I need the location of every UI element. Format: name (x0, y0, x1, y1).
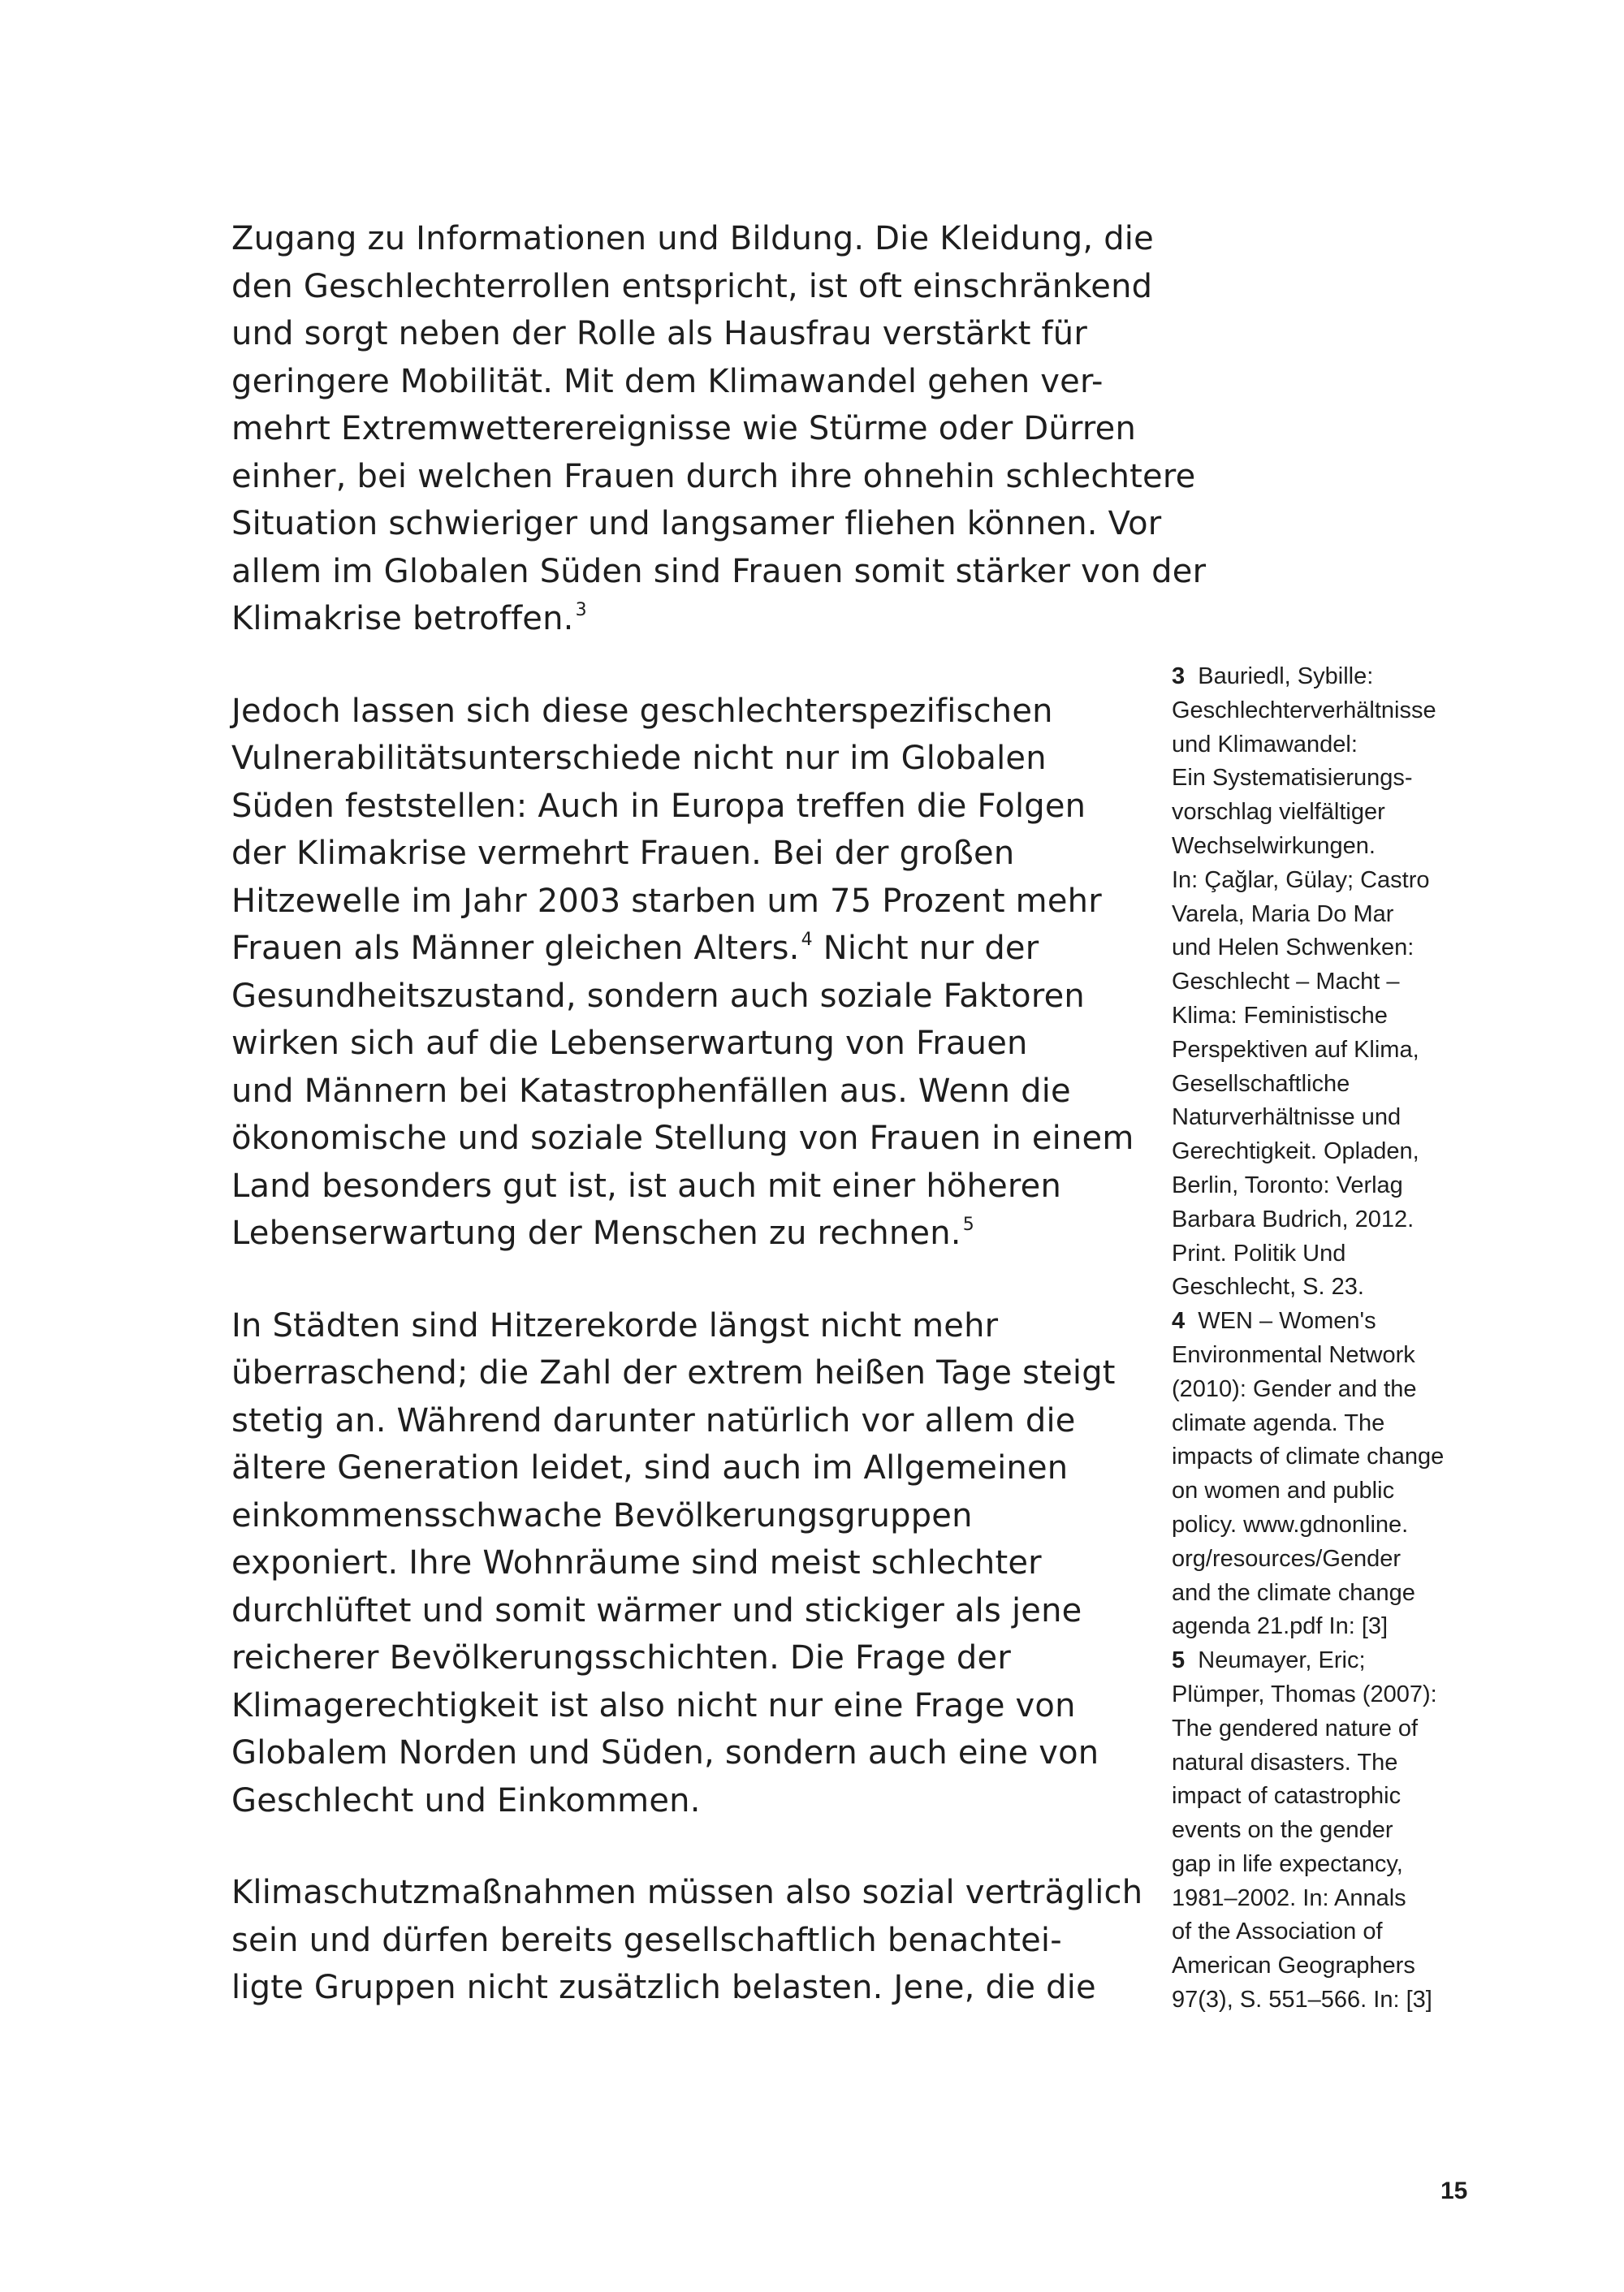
text-line: exponiert. Ihre Wohnräume sind meist schlechter (231, 1544, 1042, 1582)
text-segment: Lebenserwartung der Menschen zu rechnen. (231, 1215, 961, 1252)
text-line: durchlüftet und somit wärmer und stickiger als jene (231, 1591, 1082, 1629)
footnote-line: 1981–2002. In: Annals (1172, 1884, 1406, 1911)
footnote-number: 4 (1172, 1308, 1186, 1335)
footnote-line: Plümper, Thomas (2007): (1172, 1681, 1437, 1707)
text-line: Klimaschutzmaßnahmen müssen also sozial verträglich (231, 1874, 1143, 1911)
text-line: ligte Gruppen nicht zusätzlich belasten. Jene, die die (231, 1969, 1096, 2006)
footnote-line: Ein Systematisierungs- (1172, 765, 1413, 792)
text-line: Geschlecht und Einkommen. (231, 1781, 701, 1819)
text-line: ökonomische und soziale Stellung von Frauen in einem (231, 1120, 1134, 1157)
text-line: Land besonders gut ist, ist auch mit einer höheren (231, 1167, 1062, 1205)
text-line: allem im Globalen Süden sind Frauen somit stärker von der (231, 552, 1207, 590)
text-line: stetig an. Während darunter natürlich vor allem die (231, 1401, 1076, 1440)
footnote-line: 97(3), S. 551–566. In: [3] (1172, 1987, 1432, 2014)
footnote-text: Bauriedl, Sybille: (1198, 663, 1374, 689)
footnote-line: Wechselwirkungen. (1172, 832, 1376, 859)
paragraph-4 (231, 1869, 1157, 2012)
text-line: Süden feststellen: Auch in Europa treffen die Folgen (231, 787, 1086, 825)
text-segment: Klimakrise betroffen. (231, 600, 574, 637)
footnote-line: impacts of climate change (1172, 1444, 1445, 1470)
footnote-line: Naturverhältnisse und (1172, 1104, 1402, 1131)
text-line: einher, bei welchen Frauen durch ihre ohnehin schlechtere (231, 457, 1196, 495)
footnote-line: impact of catastrophic (1172, 1783, 1402, 1810)
footnote-3 (1172, 660, 1497, 1305)
paragraph-1 (231, 215, 1207, 643)
text-line: einkommensschwache Bevölkerungsgruppen (231, 1496, 973, 1534)
text-line: Globalem Norden und Süden, sondern auch eine von (231, 1734, 1099, 1772)
footnote-line: (2010): Gender and the (1172, 1375, 1417, 1402)
footnote-number: 3 (1172, 663, 1186, 689)
footnote-line: on women and public (1172, 1478, 1395, 1504)
footnote-line: of the Association of (1172, 1919, 1383, 1945)
page-number: 15 (1440, 2178, 1468, 2204)
text-line: mehrt Extremwetterereignisse wie Stürme oder Dürren (231, 410, 1137, 447)
footnote-text: Neumayer, Eric; (1198, 1647, 1366, 1674)
footnote-line: American Geographers (1172, 1953, 1415, 1979)
footnote-line: climate agenda. The (1172, 1409, 1385, 1436)
footnote-line: The gendered nature of (1172, 1715, 1419, 1742)
text-line: Jedoch lassen sich diese geschlechterspezifischen (231, 692, 1053, 730)
footnote-number: 5 (1172, 1647, 1186, 1674)
footnote-line: agenda 21.pdf In: [3] (1172, 1613, 1389, 1640)
text-line: sein und dürfen bereits gesellschaftlich benachtei- (231, 1921, 1062, 1959)
footnote-line: und Klimawandel: (1172, 731, 1358, 758)
footnote-line (1172, 660, 1497, 694)
text-line: Situation schwieriger und langsamer fliehen können. Vor (231, 505, 1162, 542)
footnote-line: Environmental Network (1172, 1341, 1415, 1368)
footnote-line: vorschlag vielfältiger (1172, 799, 1385, 826)
footnote-line (1172, 1644, 1497, 1678)
paragraph-2 (231, 688, 1157, 1258)
text-line: Zugang zu Informationen und Bildung. Die Kleidung, die (231, 220, 1154, 257)
paragraph-3 (231, 1302, 1157, 1825)
text-line: überraschend; die Zahl der extrem heißen Tage steigt (231, 1354, 1116, 1392)
footnote-ref-4[interactable]: 4 (801, 930, 813, 950)
text-line: und Männern bei Katastrophenfällen aus. Wenn die (231, 1072, 1071, 1110)
footnote-line: policy. www.gdnonline. (1172, 1511, 1409, 1538)
footnote-line: Geschlecht, S. 23. (1172, 1274, 1364, 1301)
text-line (231, 925, 1157, 973)
text-line: geringere Mobilität. Mit dem Klimawandel gehen ver- (231, 362, 1104, 400)
footnote-line: Berlin, Toronto: Verlag (1172, 1172, 1403, 1198)
footnote-ref-5[interactable]: 5 (962, 1215, 974, 1235)
footnote-line: Geschlecht – Macht – (1172, 969, 1400, 995)
footnotes-sidebar (1172, 660, 1497, 2018)
footnote-line: Klima: Feministische (1172, 1002, 1388, 1029)
footnote-line: Barbara Budrich, 2012. (1172, 1206, 1415, 1232)
footnote-4 (1172, 1305, 1497, 1644)
text-segment: Frauen als Männer gleichen Alters. (231, 930, 800, 967)
text-line: der Klimakrise vermehrt Frauen. Bei der großen (231, 835, 1015, 872)
footnote-line (1172, 1305, 1497, 1339)
footnote-line: Gerechtigkeit. Opladen, (1172, 1138, 1419, 1165)
footnote-5 (1172, 1644, 1497, 2018)
text-line: und sorgt neben der Rolle als Hausfrau verstärkt für (231, 315, 1087, 352)
main-text-column (231, 215, 1207, 2057)
footnote-line: Print. Politik Und (1172, 1240, 1346, 1267)
footnote-line: and the climate change (1172, 1579, 1415, 1606)
text-line: Klimagerechtigkeit ist also nicht nur eine Frage von (231, 1686, 1076, 1724)
text-line (231, 595, 1157, 643)
text-line: Hitzewelle im Jahr 2003 starben um 75 Prozent mehr (231, 882, 1102, 920)
footnote-line: und Helen Schwenken: (1172, 934, 1415, 961)
footnote-line: events on the gender (1172, 1817, 1393, 1844)
footnote-text: WEN – Women's (1198, 1308, 1376, 1335)
footnote-line: gap in life expectancy, (1172, 1850, 1403, 1877)
footnote-ref-3[interactable]: 3 (575, 600, 587, 620)
footnote-line: natural disasters. The (1172, 1749, 1398, 1776)
text-line (231, 1210, 1157, 1258)
footnote-line: Gesellschaftliche (1172, 1070, 1350, 1097)
text-line: Gesundheitszustand, sondern auch soziale Faktoren (231, 977, 1085, 1015)
text-line: wirken sich auf die Lebenserwartung von Frauen (231, 1025, 1028, 1062)
footnote-line: Varela, Maria Do Mar (1172, 900, 1394, 927)
text-line: Vulnerabilitätsunterschiede nicht nur im Globalen (231, 740, 1047, 777)
footnote-line: Geschlechterverhältnisse (1172, 697, 1436, 723)
footnote-line: In: Çağlar, Gülay; Castro (1172, 866, 1430, 893)
footnote-line: org/resources/Gender (1172, 1545, 1402, 1572)
text-line: reicherer Bevölkerungsschichten. Die Frage der (231, 1639, 1011, 1677)
text-line: In Städten sind Hitzerekorde längst nicht mehr (231, 1306, 999, 1345)
text-segment: Nicht nur der (812, 930, 1039, 967)
text-line: ältere Generation leidet, sind auch im Allgemeinen (231, 1449, 1069, 1487)
text-line: den Geschlechterrollen entspricht, ist oft einschränkend (231, 267, 1153, 305)
footnote-line: Perspektiven auf Klima, (1172, 1036, 1419, 1063)
